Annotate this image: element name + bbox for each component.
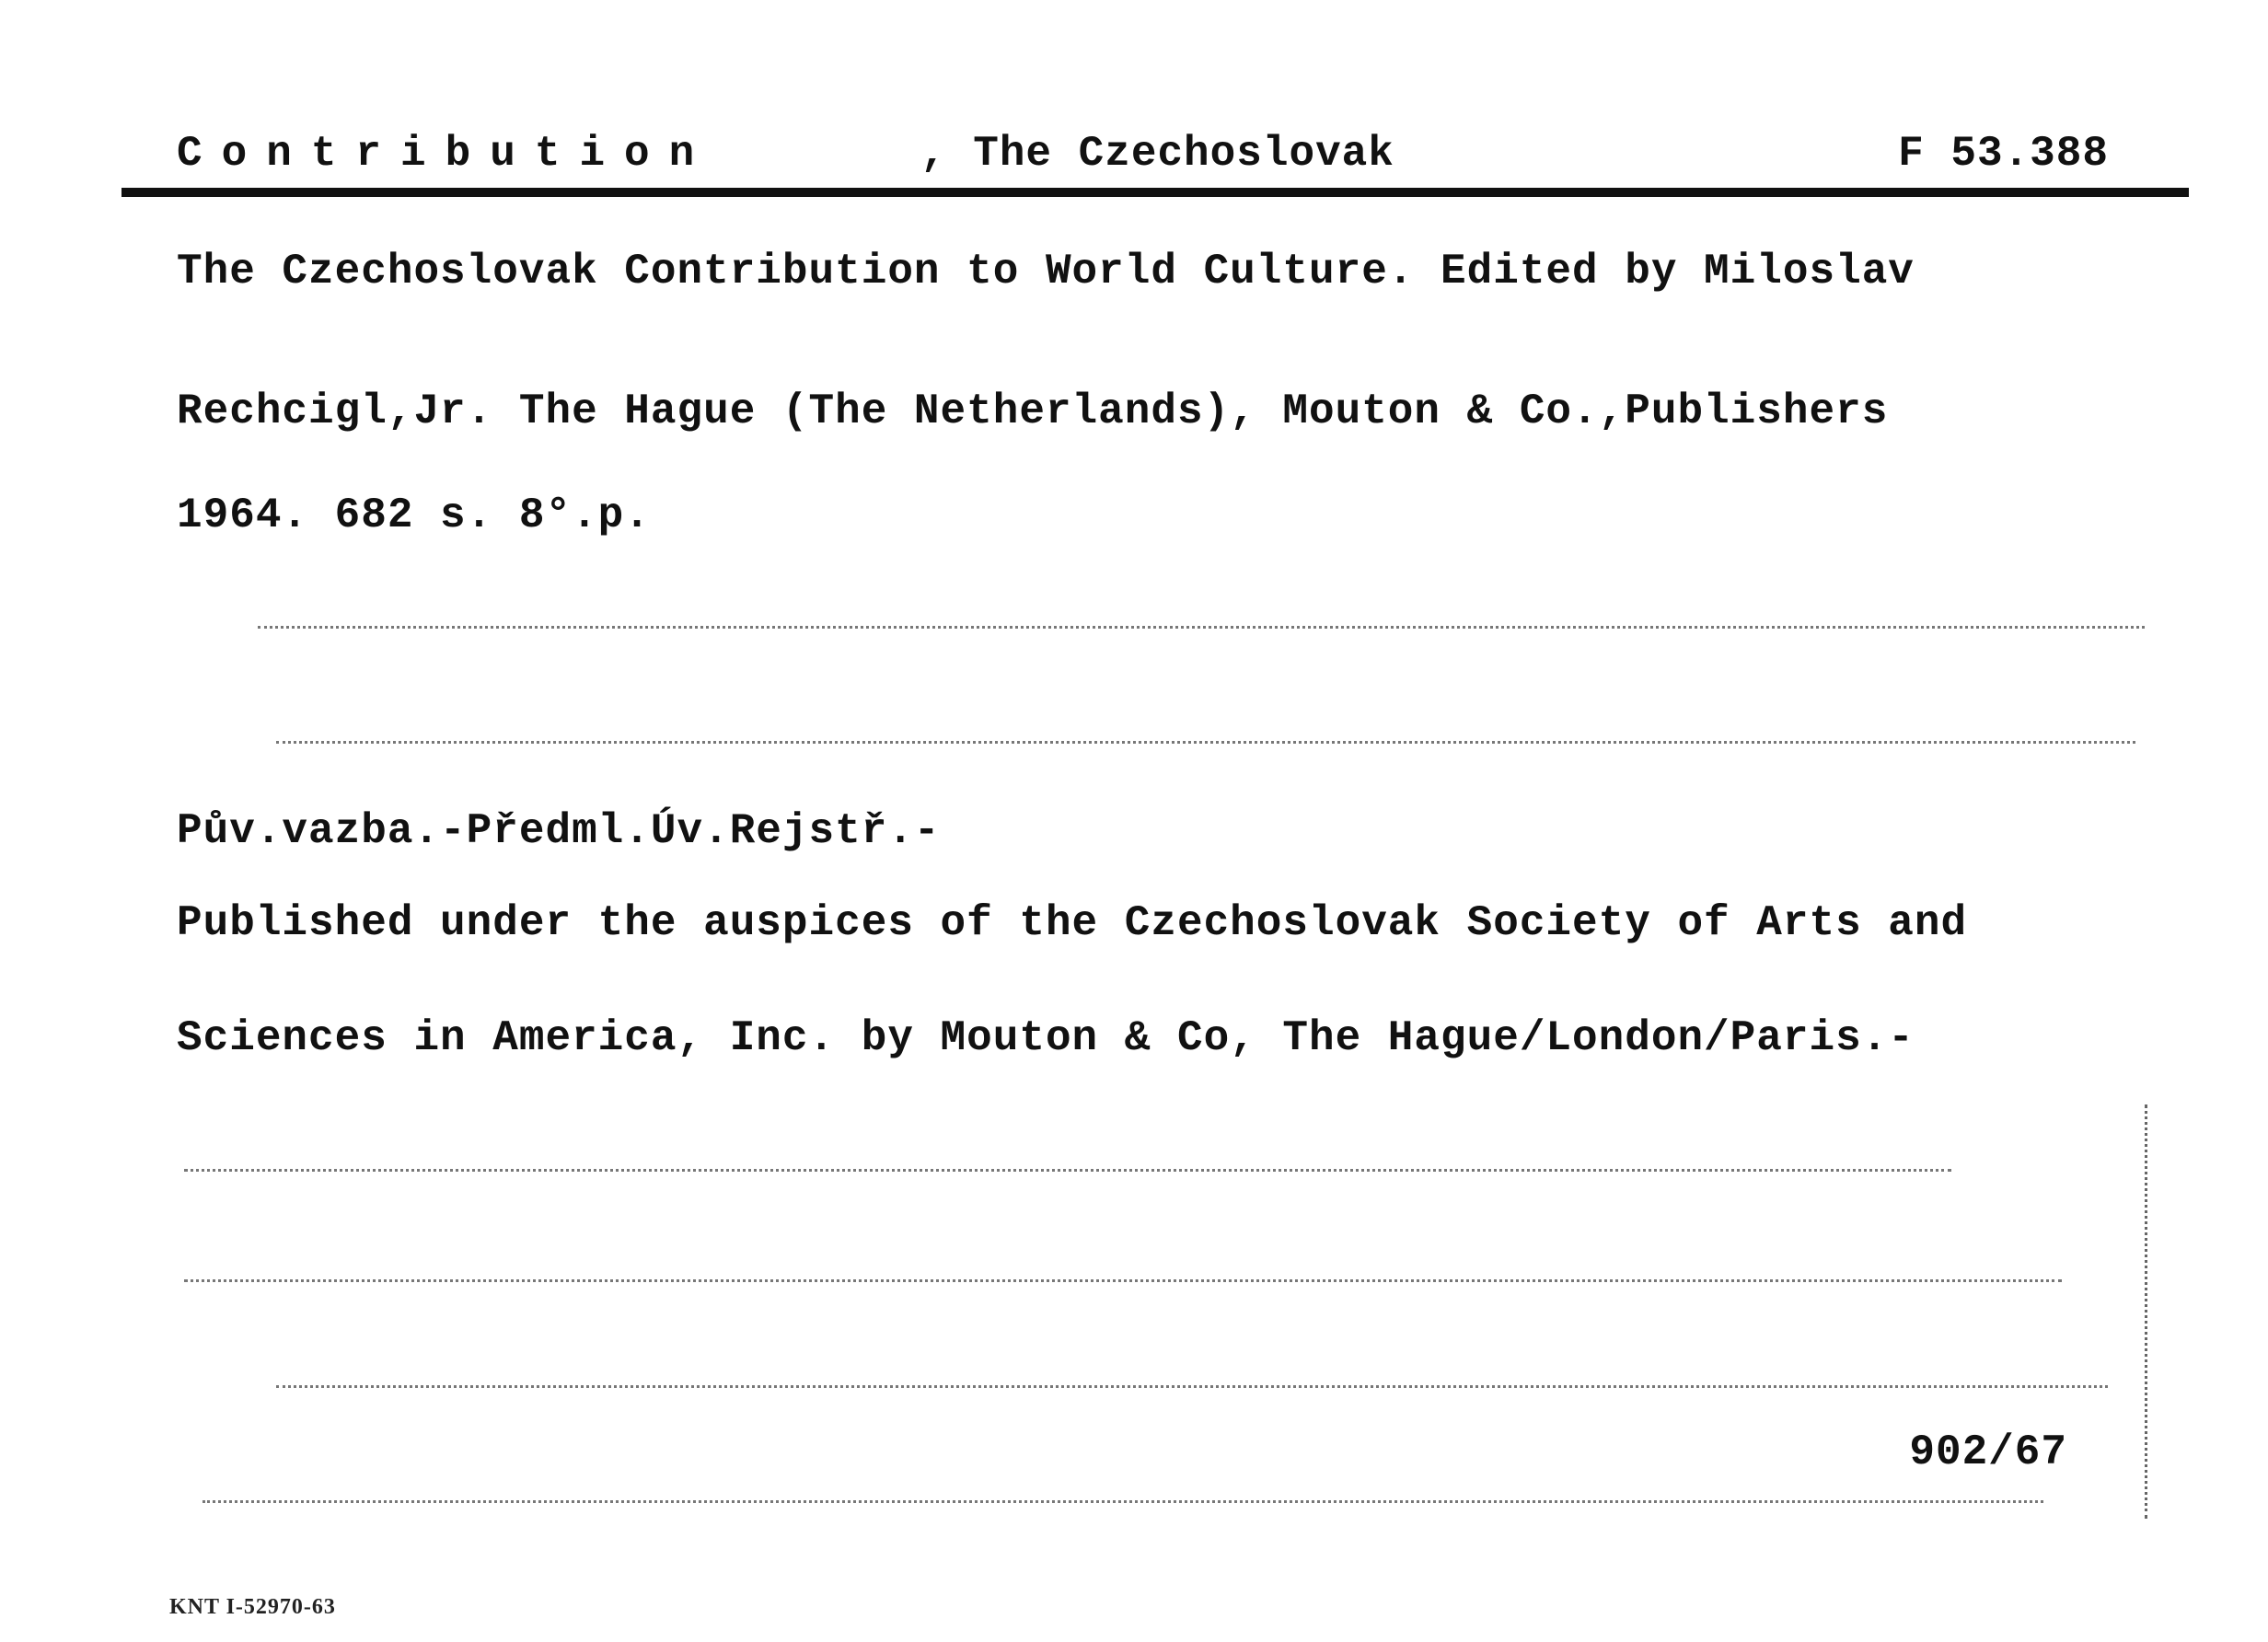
footer-print-code: KNT I-52970-63 [169, 1595, 336, 1619]
entry-line-6: Sciences in America, Inc. by Mouton & Co, The Hague/London/Paris.- [177, 1014, 1915, 1062]
entry-line-5: Published under the auspices of the Czechoslovak Society of Arts and [177, 899, 1968, 947]
heading-rule [122, 188, 2189, 197]
entry-line-1: The Czechoslovak Contribution to World Culture. Edited by Miloslav [177, 248, 1915, 295]
margin-dots [2145, 1104, 2147, 1519]
ruled-line [276, 1385, 2108, 1388]
heading-subject: Contribution [177, 130, 714, 178]
call-number: F 53.388 [1898, 130, 2109, 178]
ruled-line [184, 1279, 2062, 1282]
accession-number: 902/67 [1909, 1428, 2067, 1476]
entry-line-4: Pův.vazba.-Předml.Úv.Rejstř.- [177, 807, 941, 855]
entry-line-3: 1964. 682 s. 8°.p. [177, 491, 651, 539]
ruled-line [184, 1169, 1951, 1172]
ruled-line [258, 626, 2145, 629]
ruled-line [202, 1500, 2043, 1503]
ruled-line [276, 741, 2135, 744]
entry-line-2: Rechcigl,Jr. The Hague (The Netherlands), Mouton & Co.,Publishers [177, 387, 1889, 435]
heading-rest: , The Czechoslovak [920, 130, 1394, 178]
